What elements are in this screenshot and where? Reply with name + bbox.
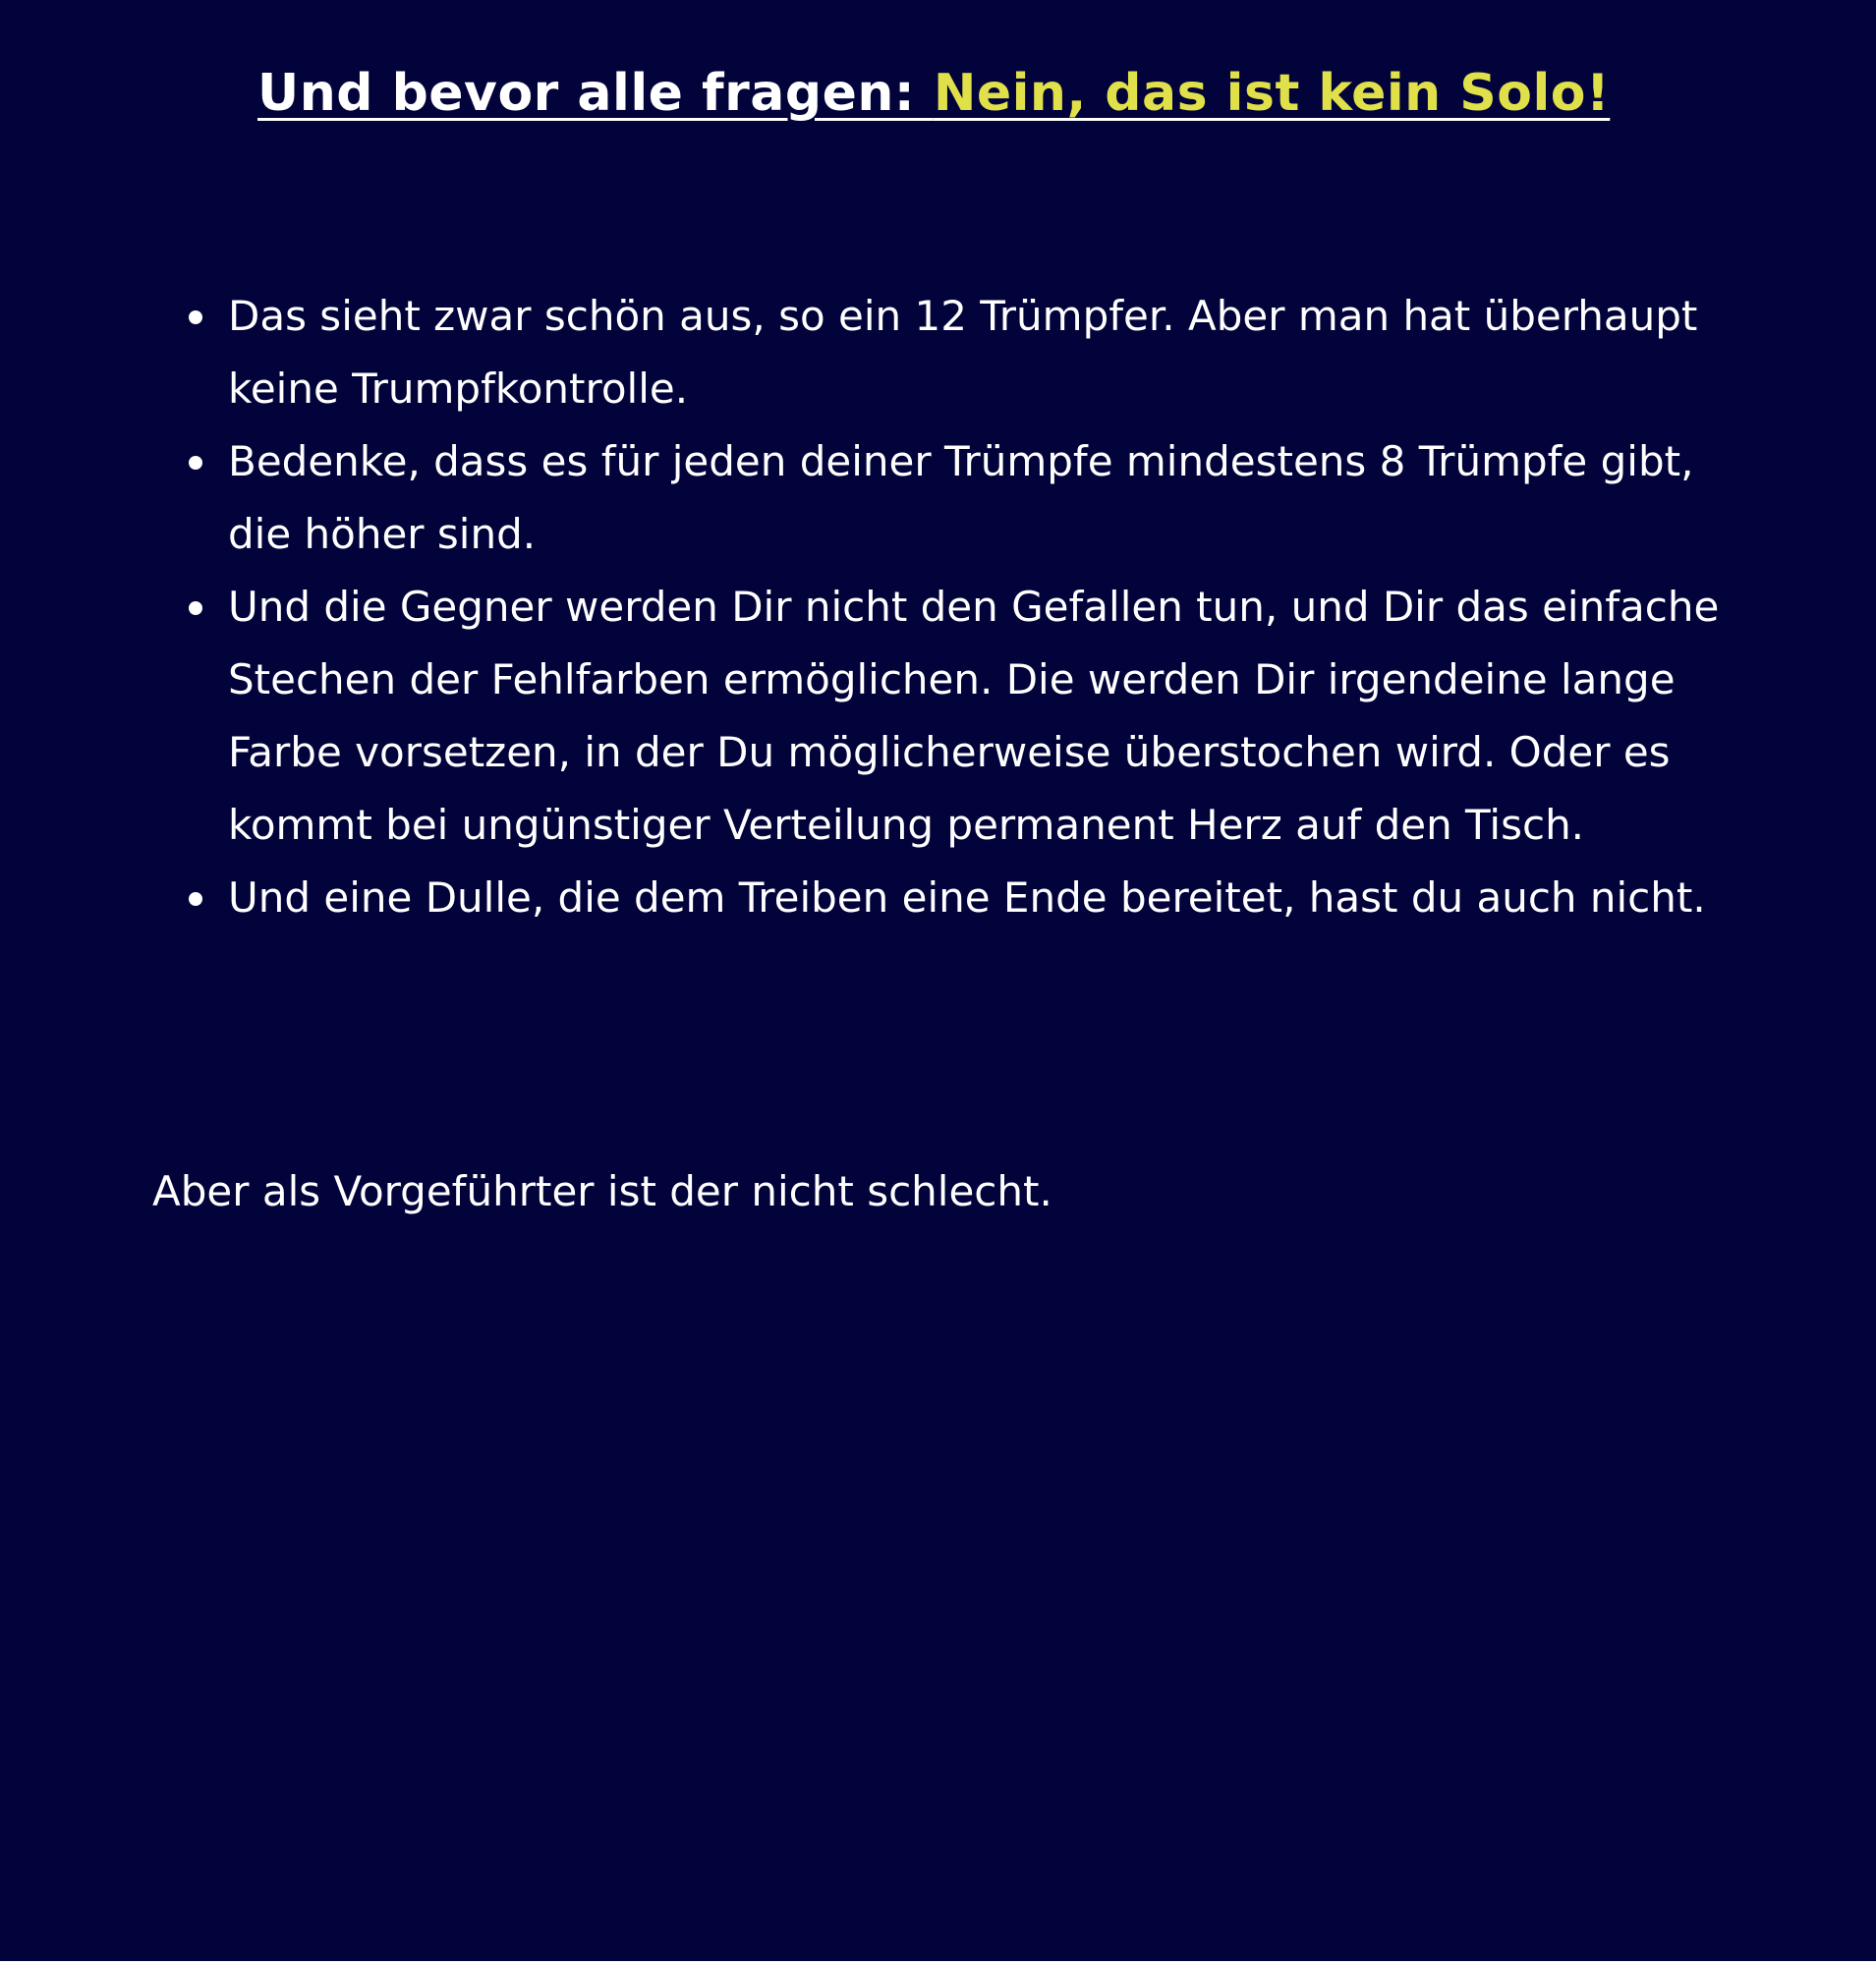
page-title xyxy=(257,59,1610,128)
bullet-list xyxy=(177,280,1749,934)
bullet-icon xyxy=(189,310,202,324)
title-lead: Und bevor alle fragen: xyxy=(257,64,934,123)
list-item xyxy=(177,425,1749,571)
bullet-icon xyxy=(189,601,202,615)
list-item xyxy=(177,571,1749,862)
list-item-text: Bedenke, dass es für jeden deiner Trümpfe mindestens 8 Trümpfe gibt, die höher sind. xyxy=(228,437,1694,558)
title-accent: Nein, das ist kein Solo! xyxy=(933,64,1611,123)
list-item-text: Das sieht zwar schön aus, so ein 12 Trümpfer. Aber man hat überhaupt keine Trumpfkontrolle. xyxy=(228,292,1698,413)
list-item-text: Und eine Dulle, die dem Treiben eine Ende bereitet, hast du auch nicht. xyxy=(228,873,1706,922)
bottom-border xyxy=(0,1961,1876,1965)
bullet-icon xyxy=(189,892,202,906)
closing-paragraph: Aber als Vorgeführter ist der nicht schlecht. xyxy=(152,1167,1052,1215)
list-item xyxy=(177,280,1749,425)
bullet-icon xyxy=(189,456,202,470)
list-item xyxy=(177,862,1749,934)
list-item-text: Und die Gegner werden Dir nicht den Gefallen tun, und Dir das einfache Stechen der Fehlfarben ermöglichen. Die werden Dir irgendeine lange Farbe vorsetzen, in der Du möglicherweise überstochen wird. Oder es kommt bei ungünstiger Verteilung permanent Herz auf den Tisch. xyxy=(228,583,1720,849)
